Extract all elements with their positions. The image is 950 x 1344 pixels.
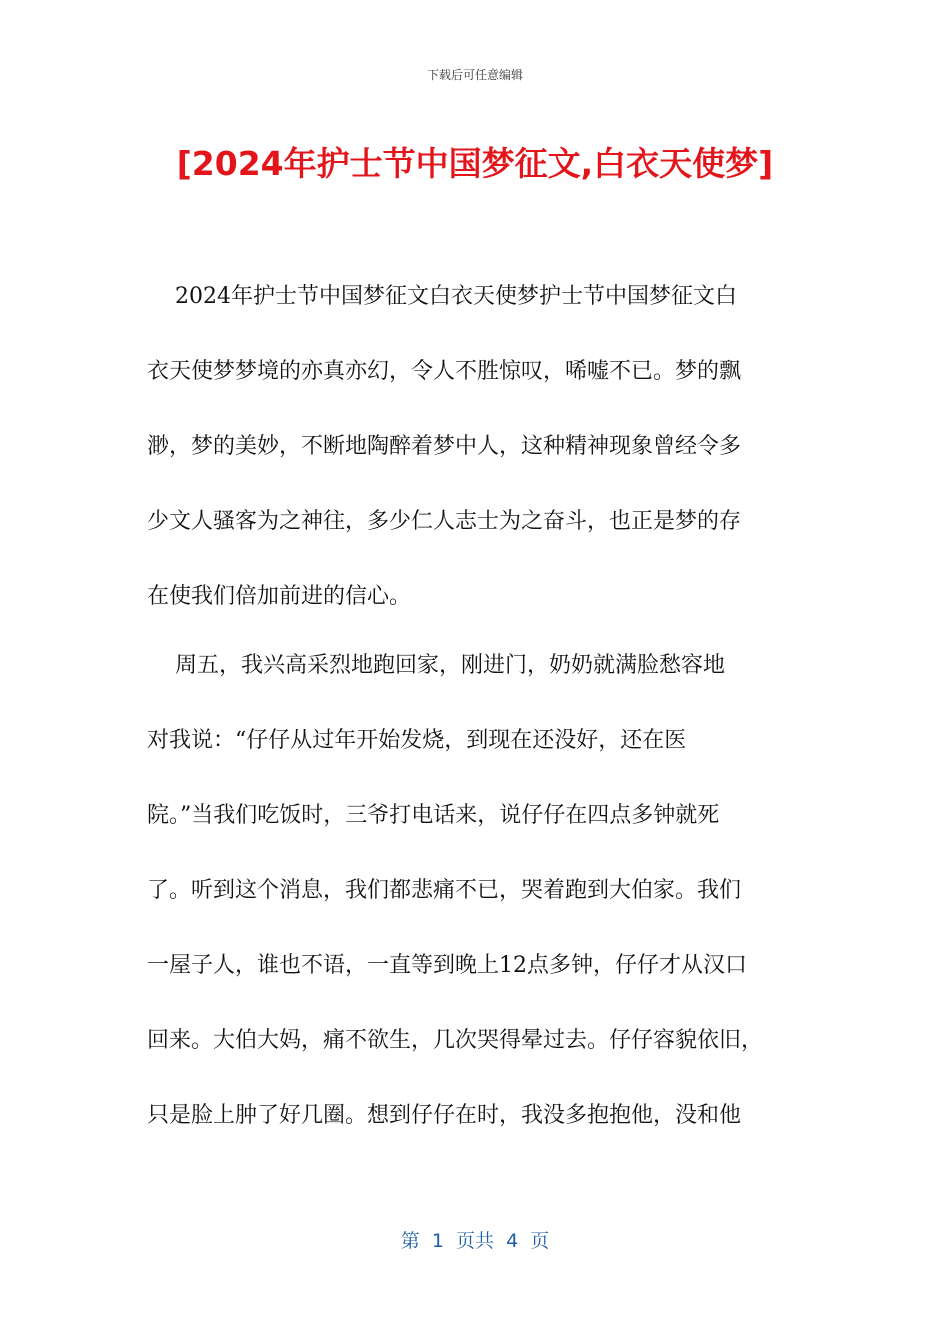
paragraph-1 — [147, 259, 807, 634]
text-line: 衣天使梦梦境的亦真亦幻，令人不胜惊叹，唏嘘不已。梦的飘 — [147, 359, 742, 384]
text-line: 了。听到这个消息，我们都悲痛不已，哭着跑到大伯家。我们 — [147, 878, 742, 903]
text-line: 对我说：“仔仔从过年开始发烧，到现在还没好，还在医 — [147, 728, 687, 753]
text-line: 少文人骚客为之神往，多少仁人志士为之奋斗，也正是梦的存 — [147, 509, 742, 534]
text-line: 院。”当我们吃饭时，三爷打电话来，说仔仔在四点多钟就死 — [147, 803, 720, 828]
text-line: 一屋子人，谁也不语，一直等到晚上12点多钟，仔仔才从汉口 — [147, 953, 747, 978]
text-line: 2024年护士节中国梦征文白衣天使梦护士节中国梦征文白 — [147, 284, 737, 309]
text-line: 周五，我兴高采烈地跑回家，刚进门，奶奶就满脸愁容地 — [147, 653, 725, 678]
text-line: 在使我们倍加前进的信心。 — [147, 584, 412, 609]
document-title: [2024年护士节中国梦征文,白衣天使梦] — [176, 144, 774, 183]
paragraph-2 — [147, 628, 807, 1153]
text-line: 只是脸上肿了好几圈。想到仔仔在时，我没多抱抱他，没和他 — [147, 1103, 742, 1128]
text-line: 渺，梦的美妙，不断地陶醉着梦中人，这种精神现象曾经令多 — [147, 434, 742, 459]
page-footer: 第 1 页共 4 页 — [400, 1230, 550, 1252]
text-line: 回来。大伯大妈，痛不欲生，几次哭得晕过去。仔仔容貌依旧， — [147, 1028, 764, 1053]
header-note: 下载后可任意编辑 — [426, 68, 523, 82]
